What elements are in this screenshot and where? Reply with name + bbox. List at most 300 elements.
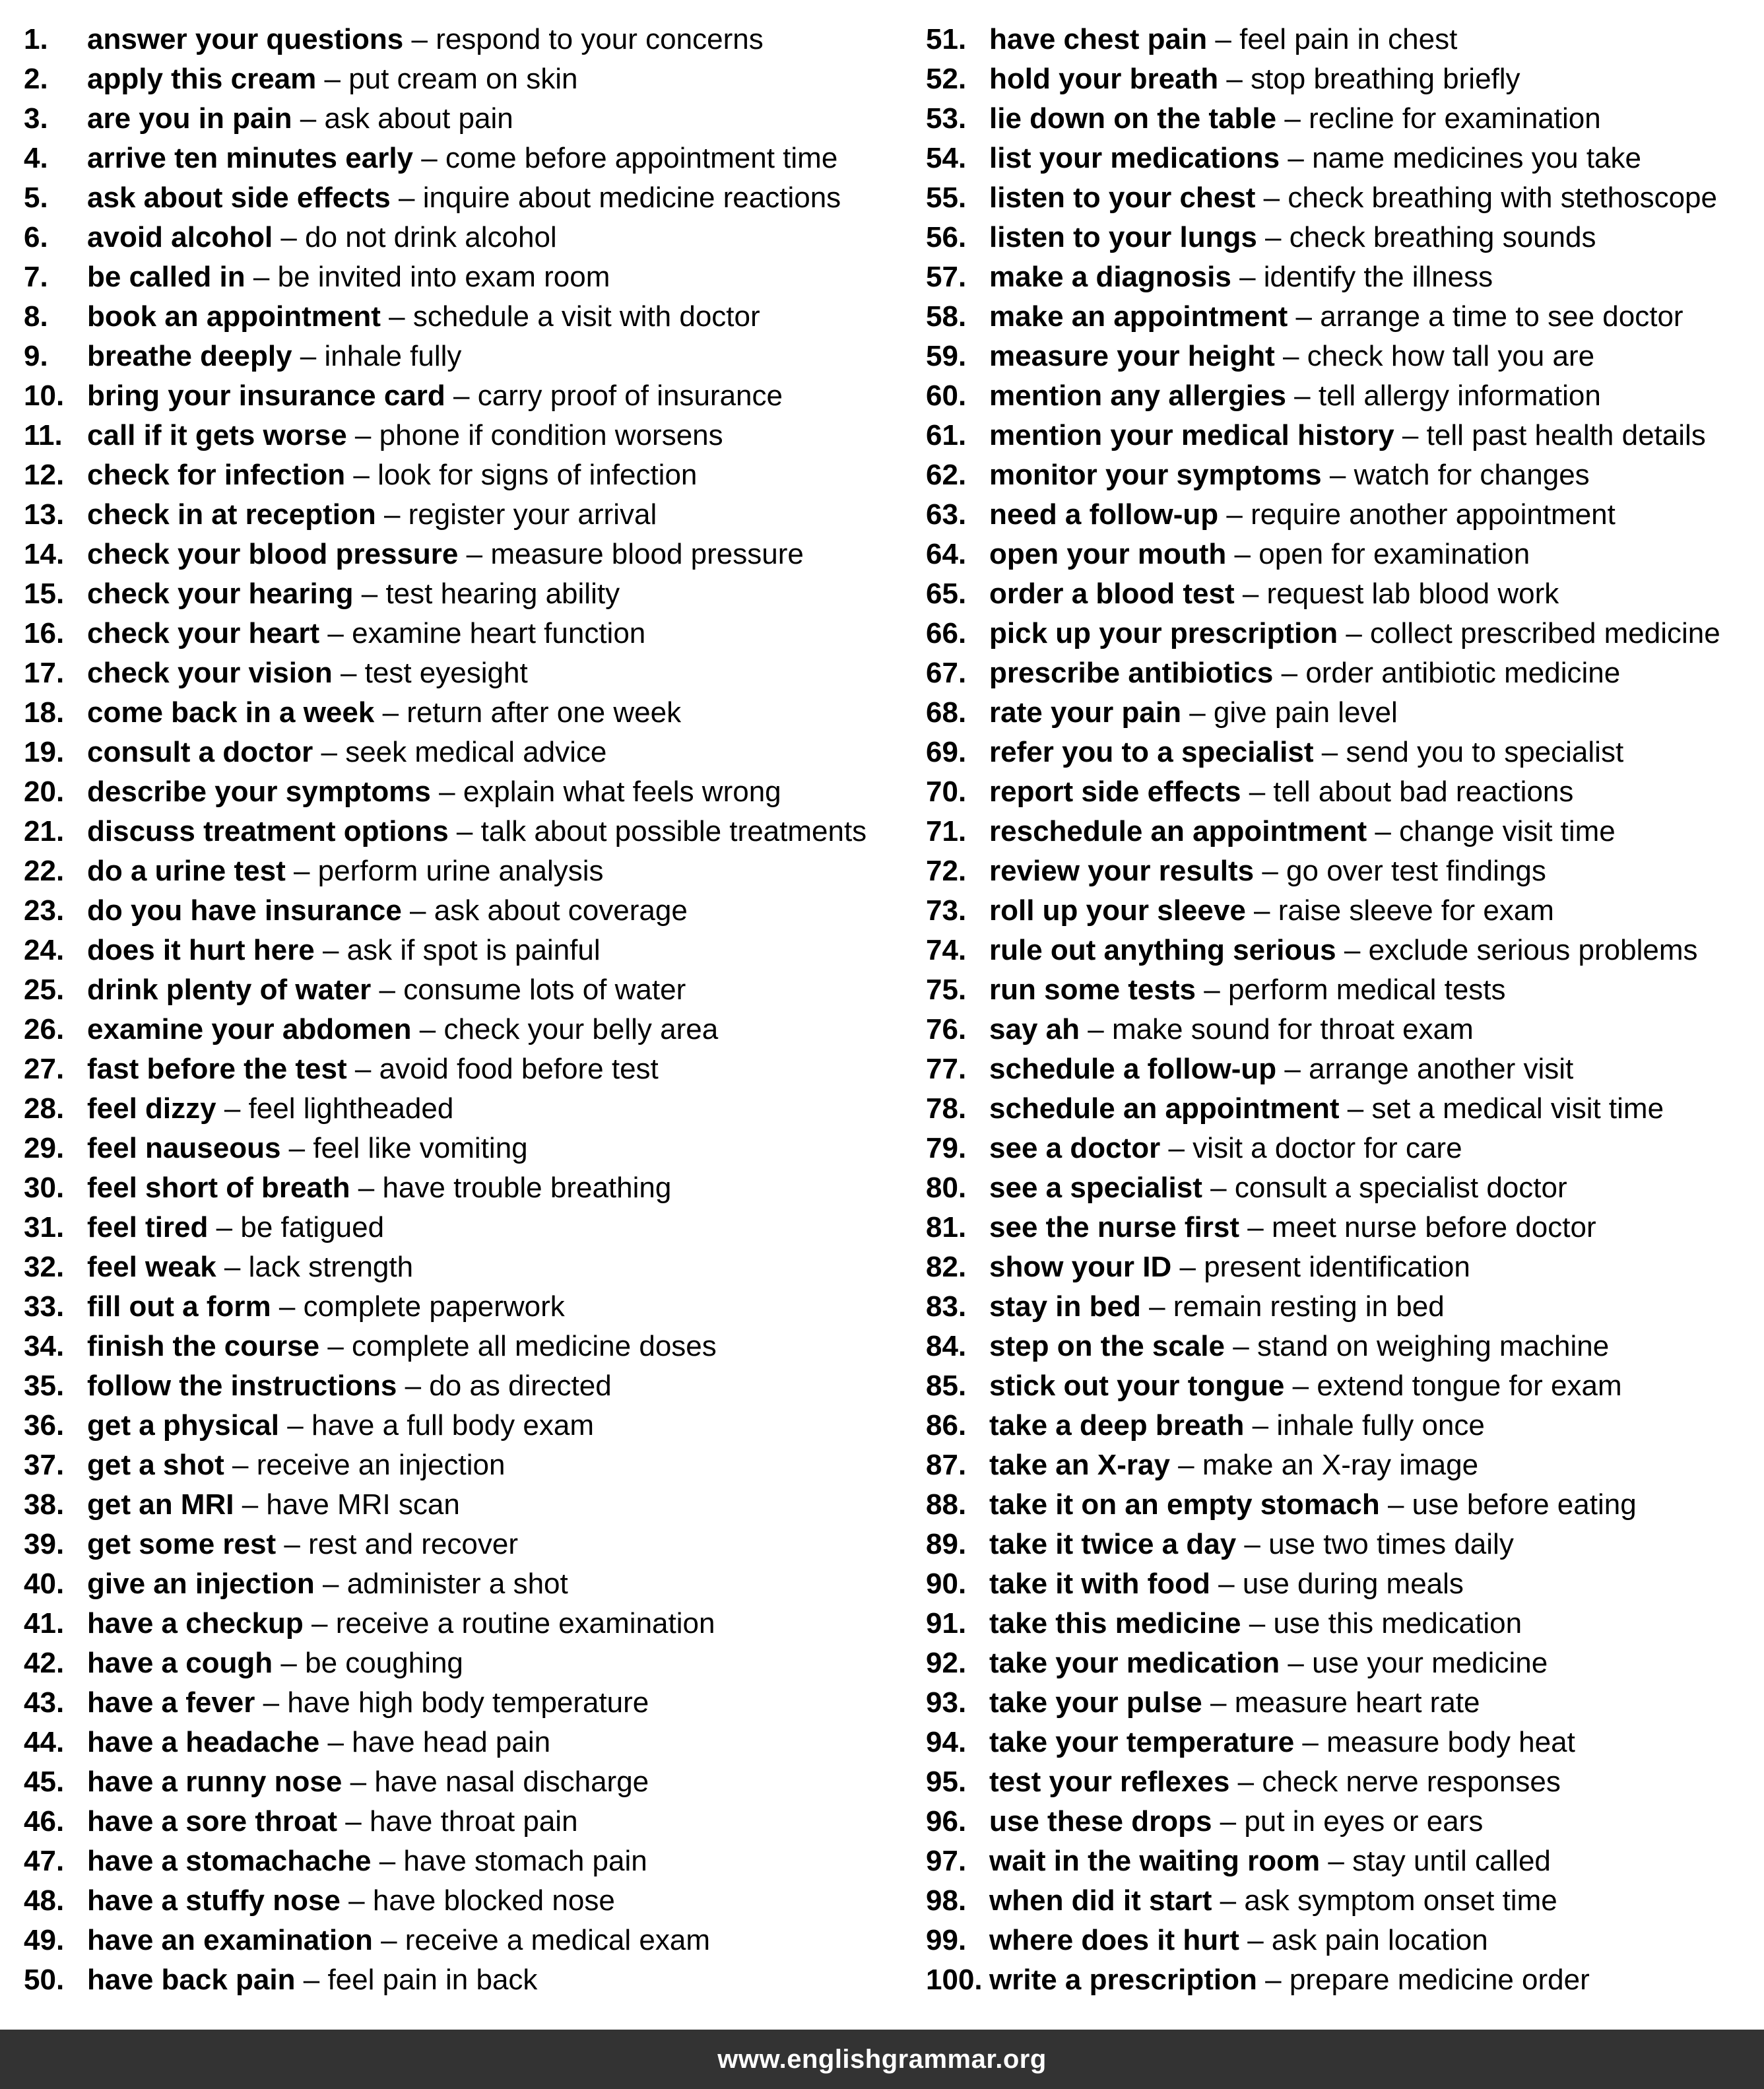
entry-text [87,1010,718,1049]
entry-number: 69. [926,736,967,768]
entry-meaning: phone if condition worsens [379,419,723,451]
entry-number: 93. [926,1686,967,1719]
entry-dash: – [1329,459,1346,491]
phrase-entry [24,1327,901,1366]
phrase-entry [926,1010,1757,1049]
entry-meaning: make an X-ray image [1202,1449,1479,1481]
entry-dash: – [389,300,405,333]
entry-dash: – [1247,1211,1264,1243]
entry-text [989,337,1594,376]
phrase-entry [926,257,1757,297]
entry-phrase: see a specialist [989,1172,1202,1204]
phrase-entry [24,574,901,614]
entry-meaning: go over test findings [1286,855,1546,887]
entry-text [87,1445,505,1485]
entry-meaning: have throat pain [369,1805,578,1838]
entry-meaning: receive an injection [256,1449,506,1481]
entry-meaning: carry proof of insurance [477,380,783,412]
entry-number: 10. [24,380,65,412]
entry-dash: – [1226,498,1243,531]
entry-phrase: get an MRI [87,1488,234,1521]
entry-text [989,1960,1590,2000]
entry-phrase: see a doctor [989,1132,1161,1164]
entry-text [87,1643,463,1683]
entry-dash: – [405,1370,422,1402]
entry-text [87,337,461,376]
phrase-entry [24,812,901,851]
entry-text [87,1525,518,1564]
entry-dash: – [1234,538,1251,570]
entry-dash: – [379,974,396,1006]
entry-number: 71. [926,815,967,847]
entry-number: 17. [24,657,65,689]
entry-meaning: receive a routine examination [335,1607,715,1640]
entry-dash: – [411,23,428,55]
entry-meaning: feel like vomiting [313,1132,528,1164]
entry-phrase: ask about side effects [87,182,391,214]
entry-text [989,653,1620,693]
entry-number: 11. [24,419,63,451]
phrase-entry [926,1723,1757,1762]
entry-dash: – [419,1013,436,1045]
phrase-entry [24,693,901,733]
entry-meaning: feel lightheaded [248,1092,454,1125]
entry-dash: – [379,1845,396,1877]
entry-meaning: name medicines you take [1312,142,1641,174]
phrase-entry [24,1010,901,1049]
entry-number: 76. [926,1013,967,1045]
entry-meaning: test eyesight [364,657,528,689]
entry-dash: – [350,1766,367,1798]
entry-text [989,614,1720,653]
entry-text [989,99,1601,139]
footer-website-link[interactable]: www.englishgrammar.org [717,2044,1047,2074]
entry-text [989,574,1559,614]
entry-dash: – [345,1805,362,1838]
entry-meaning: meet nurse before doctor [1271,1211,1596,1243]
entry-phrase: hold your breath [989,63,1219,95]
entry-dash: – [216,1211,233,1243]
phrase-entry [24,891,901,931]
phrase-entry [24,416,901,455]
entry-phrase: need a follow-up [989,498,1219,531]
entry-dash: – [1347,1092,1364,1125]
entry-text [989,257,1493,297]
phrase-entry [24,455,901,495]
entry-phrase: book an appointment [87,300,381,333]
entry-dash: – [361,578,378,610]
entry-number: 61. [926,419,967,451]
entry-dash: – [466,538,483,570]
entry-text [87,1802,578,1841]
phrase-entry [24,1604,901,1643]
entry-number: 60. [926,380,967,412]
entry-phrase: do a urine test [87,855,286,887]
entry-phrase: review your results [989,855,1255,887]
entry-dash: – [322,934,339,966]
entry-dash: – [1244,1528,1260,1560]
entry-dash: – [353,459,370,491]
entry-dash: – [327,1330,344,1362]
entry-text [989,535,1530,574]
phrase-entry [926,99,1757,139]
entry-number: 34. [24,1330,65,1362]
entry-phrase: feel nauseous [87,1132,281,1164]
entry-text [989,20,1457,59]
entry-number: 15. [24,578,65,610]
entry-meaning: administer a shot [346,1568,568,1600]
entry-meaning: present identification [1204,1251,1470,1283]
entry-number: 91. [926,1607,967,1640]
phrase-entry [24,1841,901,1881]
entry-number: 28. [24,1092,65,1125]
entry-meaning: check your belly area [443,1013,719,1045]
entry-dash: – [1249,776,1266,808]
phrase-entry [24,1406,901,1445]
entry-meaning: inhale fully once [1276,1409,1485,1442]
entry-meaning: receive a medical exam [405,1924,710,1956]
phrase-entry [926,733,1757,772]
entry-phrase: consult a doctor [87,736,313,768]
entry-phrase: have a fever [87,1686,255,1719]
entry-meaning: check breathing with stethoscope [1288,182,1717,214]
entry-text [87,970,686,1010]
entry-meaning: recline for examination [1309,102,1601,135]
entry-number: 100. [926,1964,983,1996]
entry-number: 95. [926,1766,967,1798]
entry-text [989,891,1554,931]
entry-number: 14. [24,538,65,570]
entry-dash: – [1220,1884,1237,1917]
entry-dash: – [1321,736,1338,768]
entry-phrase: check your hearing [87,578,354,610]
entry-dash: – [322,1568,339,1600]
entry-number: 57. [926,261,967,293]
entry-number: 44. [24,1726,65,1758]
entry-number: 40. [24,1568,65,1600]
entry-number: 32. [24,1251,65,1283]
entry-phrase: take your medication [989,1647,1280,1679]
entry-dash: – [1262,855,1278,887]
phrase-entry [926,1960,1757,2000]
entry-phrase: check in at reception [87,498,376,531]
phrase-entry [24,1683,901,1723]
phrase-entry [926,1168,1757,1208]
entry-meaning: be invited into exam room [277,261,610,293]
entry-phrase: check your vision [87,657,333,689]
entry-number: 37. [24,1449,65,1481]
entry-dash: – [1294,380,1311,412]
phrase-entry [24,1881,901,1921]
entry-number: 56. [926,221,967,253]
phrase-entry [24,1802,901,1841]
entry-meaning: use during meals [1242,1568,1464,1600]
entry-meaning: look for signs of infection [377,459,698,491]
entry-dash: – [1328,1845,1344,1877]
entry-text [87,1089,453,1129]
entry-meaning: tell past health details [1426,419,1706,451]
entry-number: 9. [24,340,48,372]
entry-phrase: check for infection [87,459,346,491]
entry-text [989,1723,1575,1762]
entry-meaning: schedule a visit with doctor [412,300,760,333]
phrase-entry [926,614,1757,653]
entry-meaning: respond to your concerns [436,23,764,55]
entry-number: 27. [24,1053,65,1085]
entry-text [87,1604,715,1643]
entry-number: 6. [24,221,48,253]
phrase-entry [24,733,901,772]
entry-dash: – [1239,261,1256,293]
entry-text [989,1406,1485,1445]
entry-dash: – [1249,1607,1266,1640]
entry-dash: – [1220,1805,1237,1838]
entry-text [87,20,764,59]
entry-dash: – [421,142,438,174]
phrase-entry [24,970,901,1010]
entry-phrase: run some tests [989,974,1196,1006]
entry-text [87,257,610,297]
entry-meaning: test hearing ability [385,578,620,610]
phrase-entry [926,1129,1757,1168]
entry-phrase: use these drops [989,1805,1212,1838]
entry-meaning: do not drink alcohol [305,221,557,253]
entry-dash: – [242,1488,259,1521]
entry-meaning: complete paperwork [303,1290,565,1323]
phrase-entry [926,772,1757,812]
entry-phrase: avoid alcohol [87,221,273,253]
entry-number: 33. [24,1290,65,1323]
entry-number: 66. [926,617,967,649]
entry-phrase: say ah [989,1013,1080,1045]
entry-dash: – [1088,1013,1104,1045]
entry-number: 78. [926,1092,967,1125]
entry-phrase: listen to your lungs [989,221,1257,253]
entry-meaning: register your arrival [408,498,657,531]
entry-meaning: put cream on skin [348,63,578,95]
entry-number: 3. [24,102,48,135]
phrase-entry [926,1247,1757,1287]
entry-number: 47. [24,1845,65,1877]
entry-phrase: stick out your tongue [989,1370,1285,1402]
entry-phrase: write a prescription [989,1964,1257,1996]
entry-phrase: mention your medical history [989,419,1394,451]
entry-number: 65. [926,578,967,610]
entry-phrase: make an appointment [989,300,1288,333]
entry-number: 30. [24,1172,65,1204]
entry-dash: – [1281,657,1298,689]
entry-text [87,99,513,139]
entry-text [87,614,645,653]
entry-text [87,416,723,455]
entry-number: 92. [926,1647,967,1679]
entry-phrase: breathe deeply [87,340,292,372]
entry-text [87,1049,659,1089]
entry-number: 52. [926,63,967,95]
phrase-entry [24,99,901,139]
entry-meaning: come before appointment time [445,142,838,174]
entry-text [989,931,1698,970]
phrase-entry [24,1287,901,1327]
entry-text [87,891,688,931]
entry-meaning: consult a specialist doctor [1234,1172,1567,1204]
entry-meaning: ask about coverage [434,894,688,927]
entry-meaning: use your medicine [1312,1647,1548,1679]
phrase-entry [24,337,901,376]
entry-phrase: come back in a week [87,696,375,729]
entry-phrase: describe your symptoms [87,776,431,808]
entry-text [989,1208,1596,1247]
entry-phrase: measure your height [989,340,1275,372]
entry-number: 79. [926,1132,967,1164]
phrase-entry [926,495,1757,535]
entry-phrase: give an injection [87,1568,315,1600]
entry-dash: – [1263,182,1280,214]
entry-text [989,1921,1488,1960]
phrase-entry [24,218,901,257]
entry-meaning: avoid food before test [379,1053,659,1085]
entry-text [87,772,781,812]
entry-phrase: discuss treatment options [87,815,449,847]
entry-phrase: feel tired [87,1211,209,1243]
entry-meaning: put in eyes or ears [1244,1805,1484,1838]
entry-phrase: test your reflexes [989,1766,1230,1798]
entry-dash: – [280,221,297,253]
entry-dash: – [1402,419,1419,451]
entry-text [989,1168,1567,1208]
entry-phrase: arrive ten minutes early [87,142,414,174]
phrase-entry [24,1089,901,1129]
entry-dash: – [1189,696,1206,729]
entry-text [87,1921,710,1960]
entry-dash: – [1344,934,1361,966]
entry-text [87,1762,649,1802]
entry-phrase: take it twice a day [989,1528,1237,1560]
entry-number: 2. [24,63,48,95]
phrase-entry [24,297,901,337]
entry-phrase: finish the course [87,1330,320,1362]
entry-dash: – [340,657,357,689]
phrase-entry [24,1049,901,1089]
entry-number: 94. [926,1726,967,1758]
phrase-entry [926,931,1757,970]
entry-number: 42. [24,1647,65,1679]
entry-dash: – [1254,894,1270,927]
entry-dash: – [1204,974,1220,1006]
entry-phrase: roll up your sleeve [989,894,1246,927]
phrase-entry [926,1762,1757,1802]
entry-text [87,1287,565,1327]
entry-meaning: use two times daily [1268,1528,1514,1560]
entry-phrase: examine your abdomen [87,1013,412,1045]
phrase-entry [926,297,1757,337]
entry-text [87,851,604,891]
entry-meaning: use this medication [1273,1607,1522,1640]
entry-phrase: rule out anything serious [989,934,1336,966]
entry-phrase: bring your insurance card [87,380,445,412]
entry-phrase: where does it hurt [989,1924,1239,1956]
entry-phrase: monitor your symptoms [989,459,1322,491]
entry-phrase: apply this cream [87,63,317,95]
entry-text [989,1247,1470,1287]
entry-meaning: identify the illness [1263,261,1493,293]
entry-meaning: check nerve responses [1262,1766,1561,1798]
entry-dash: – [1292,1370,1309,1402]
entry-text [87,1327,717,1366]
entry-dash: – [1210,1686,1227,1719]
entry-meaning: be coughing [305,1647,463,1679]
phrase-entry [926,376,1757,416]
entry-text [87,495,657,535]
entry-dash: – [1288,142,1304,174]
entry-dash: – [1295,300,1313,333]
entry-dash: – [348,1884,365,1917]
entry-number: 31. [24,1211,65,1243]
entry-dash: – [293,855,310,887]
entry-dash: – [1265,1964,1282,1996]
entry-number: 18. [24,696,65,729]
entry-meaning: ask pain location [1271,1924,1488,1956]
entry-number: 19. [24,736,65,768]
entry-phrase: have a sore throat [87,1805,338,1838]
phrase-entry [24,376,901,416]
entry-meaning: examine heart function [352,617,646,649]
entry-meaning: extend tongue for exam [1317,1370,1622,1402]
phrase-entry [926,139,1757,178]
entry-phrase: be called in [87,261,245,293]
entry-phrase: mention any allergies [989,380,1286,412]
entry-text [989,495,1616,535]
phrase-entry [926,693,1757,733]
entry-text [989,1129,1462,1168]
entry-dash: – [300,340,317,372]
entry-meaning: watch for changes [1354,459,1590,491]
entry-text [87,574,620,614]
entry-text [87,1247,413,1287]
entry-meaning: be fatigued [240,1211,385,1243]
entry-phrase: have a checkup [87,1607,304,1640]
phrase-entry [926,178,1757,218]
entry-meaning: make sound for throat exam [1111,1013,1474,1045]
entry-number: 87. [926,1449,967,1481]
entry-phrase: answer your questions [87,23,404,55]
entry-meaning: check how tall you are [1307,340,1595,372]
entry-text [87,178,841,218]
entry-dash: – [1149,1290,1165,1323]
entry-number: 39. [24,1528,65,1560]
entry-number: 43. [24,1686,65,1719]
entry-meaning: exclude serious problems [1368,934,1698,966]
entry-meaning: tell about bad reactions [1273,776,1574,808]
entry-dash: – [284,1528,300,1560]
entry-meaning: give pain level [1213,696,1398,729]
entry-number: 86. [926,1409,967,1442]
entry-phrase: step on the scale [989,1330,1225,1362]
entry-number: 49. [24,1924,65,1956]
entry-text [989,1643,1548,1683]
entry-text [989,416,1706,455]
entry-dash: – [232,1449,249,1481]
entry-dash: – [324,63,341,95]
entry-phrase: lie down on the table [989,102,1277,135]
entry-text [989,1802,1483,1841]
entry-number: 55. [926,182,967,214]
entry-number: 1. [24,23,48,55]
entry-phrase: have chest pain [989,23,1208,55]
entry-dash: – [1288,1647,1304,1679]
entry-text [989,1445,1478,1485]
entry-dash: – [1178,1449,1194,1481]
